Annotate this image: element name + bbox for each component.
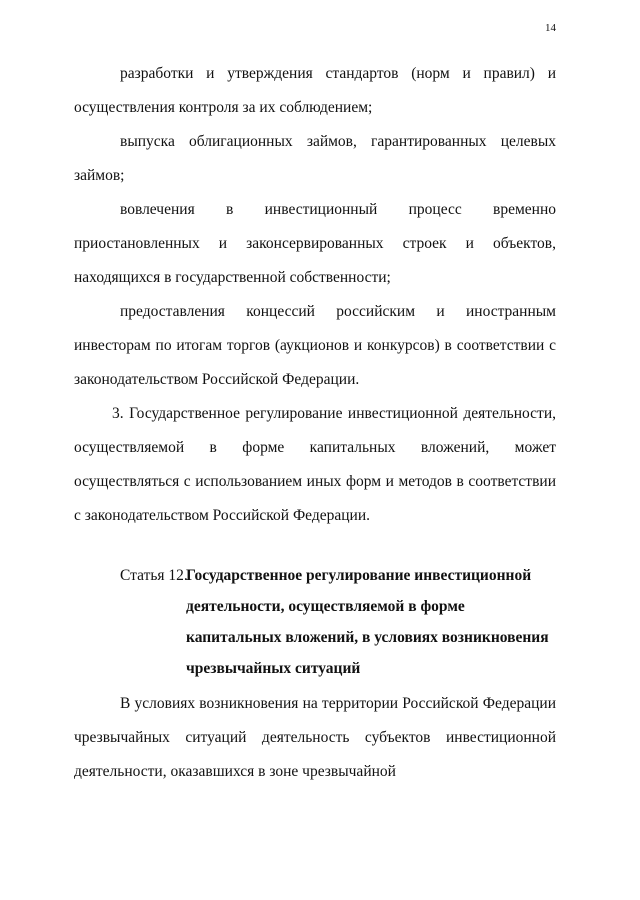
article-title <box>186 560 556 684</box>
article-title-rest: деятельности, осуществляемой в форме капитальных вложений, в условиях возникновения чрезвычайных ситуаций <box>186 598 549 677</box>
article-heading <box>74 560 556 684</box>
article-title-line1: Государственное регулирование инвестиционной <box>186 567 532 584</box>
paragraph-item-3: 3. Государственное регулирование инвестиционной деятельности, осуществляемой в форме капитальных вложений, может осуществляться с использованием иных форм и методов в соответствии с законодательством Российской Федерации. <box>74 405 556 524</box>
paragraph-concessions: предоставления концессий российским и иностранным инвесторам по итогам торгов (аукционов и конкурсов) в соответствии с законодательством Российской Федерации. <box>74 303 556 388</box>
paragraph-bonds: выпуска облигационных займов, гарантированных целевых займов; <box>74 133 556 184</box>
document-body <box>74 57 556 789</box>
page-number: 14 <box>545 22 556 34</box>
article-label: Статья 12. <box>120 567 188 584</box>
paragraph-construction: вовлечения в инвестиционный процесс временно приостановленных и законсервированных строек и объектов, находящихся в государственной собственности; <box>74 201 556 286</box>
paragraph-standards: разработки и утверждения стандартов (норм и правил) и осуществления контроля за их соблюдением; <box>74 65 556 116</box>
paragraph-emergency: В условиях возникновения на территории Российской Федерации чрезвычайных ситуаций деятельность субъектов инвестиционной деятельности, оказавшихся в зоне чрезвычайной <box>74 695 556 780</box>
